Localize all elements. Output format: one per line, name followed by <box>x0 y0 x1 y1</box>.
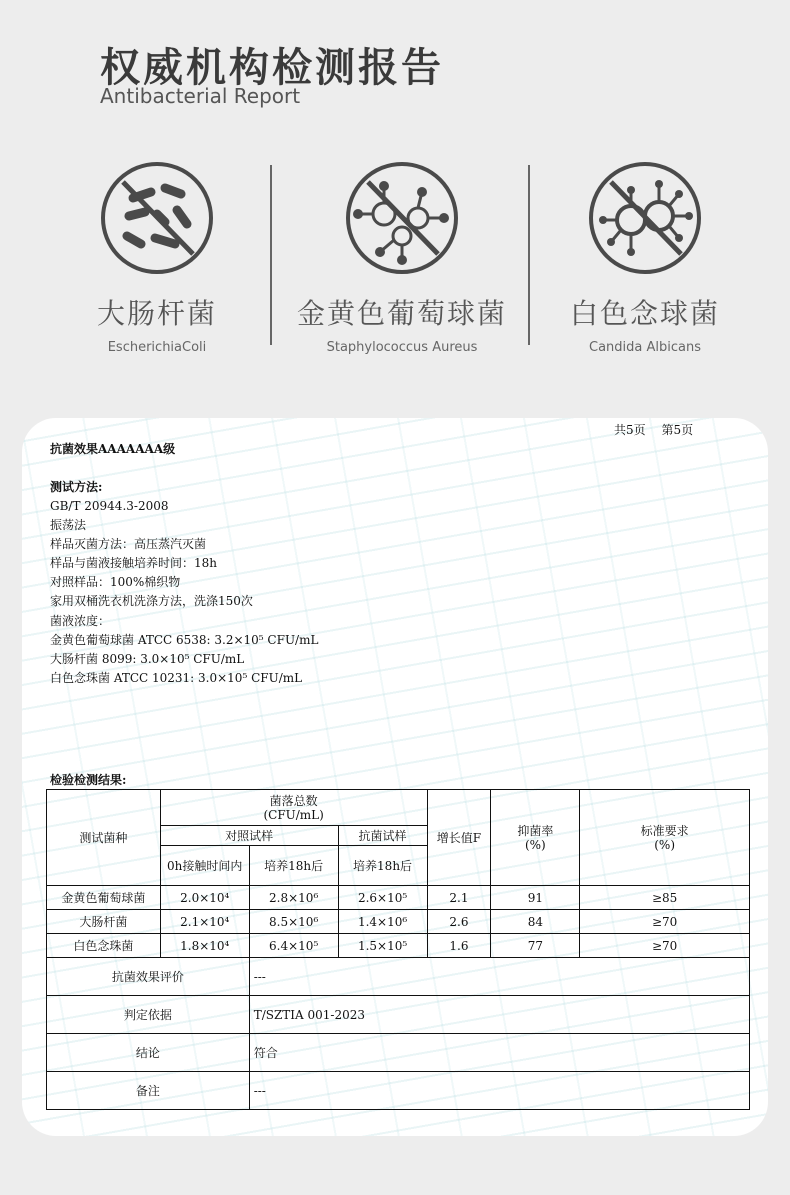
page-title: 权威机构检测报告 <box>100 45 444 91</box>
cell-c0: 2.0×10⁴ <box>160 886 249 910</box>
header-growth: 增长值F <box>427 790 491 886</box>
bacteria-name-en: EscherichiaColi <box>107 340 207 355</box>
header-antibac-18h: 培养18h后 <box>338 846 427 886</box>
cell-rate: 84 <box>491 910 580 934</box>
cell-a18: 1.5×10⁵ <box>338 934 427 958</box>
cell-strain: 大肠杆菌 <box>47 910 161 934</box>
method-line: 金黄色葡萄球菌 ATCC 6538: 3.2×10⁵ CFU/mL <box>50 632 319 647</box>
cell-strain: 白色念珠菌 <box>47 934 161 958</box>
cell-std: ≥85 <box>580 886 750 910</box>
bacteria-name-en: Candida Albicans <box>589 340 701 355</box>
remark-label: 备注 <box>47 1072 250 1110</box>
method-line: 样品灭菌方法：高压蒸汽灭菌 <box>50 537 207 552</box>
page-number: 共5页 第5页 <box>614 423 694 437</box>
cell-c18: 6.4×10⁵ <box>249 934 338 958</box>
bacteria-card-candida <box>516 160 774 355</box>
bacteria-card-staph <box>273 160 531 355</box>
table-row-basis <box>47 996 750 1034</box>
header-control-18h: 培养18h后 <box>249 846 338 886</box>
cell-std: ≥70 <box>580 934 750 958</box>
header-rate <box>491 790 580 886</box>
header-standard <box>580 790 750 886</box>
cell-strain: 金黄色葡萄球菌 <box>47 886 161 910</box>
method-lines <box>50 497 318 688</box>
method-line: GB/T 20944.3-2008 <box>50 499 169 513</box>
bacteria-name-cn: 白色念球菌 <box>569 297 720 330</box>
basis-value: T/SZTIA 001-2023 <box>249 996 749 1034</box>
staphylococcus-crossed-icon <box>344 160 460 276</box>
cell-f: 2.1 <box>427 886 491 910</box>
conclusion-value: 符合 <box>249 1034 749 1072</box>
bacteria-card-ecoli <box>28 160 286 355</box>
results-title: 检验检测结果: <box>50 773 127 787</box>
header-strain: 测试菌种 <box>47 790 161 886</box>
page-subtitle: Antibacterial Report <box>100 84 301 108</box>
header-antibac: 抗菌试样 <box>338 826 427 846</box>
cell-a18: 1.4×10⁶ <box>338 910 427 934</box>
cell-a18: 2.6×10⁵ <box>338 886 427 910</box>
remark-value: --- <box>249 1072 749 1110</box>
method-line: 菌液浓度： <box>50 613 111 628</box>
table-row-remark <box>47 1072 750 1110</box>
cell-c0: 2.1×10⁴ <box>160 910 249 934</box>
cell-rate: 77 <box>491 934 580 958</box>
method-line: 对照样品：100%棉织物 <box>50 575 181 590</box>
header-control: 对照试样 <box>160 826 338 846</box>
method-line: 家用双桶洗衣机洗涤方法，洗涤150次 <box>50 594 253 609</box>
table-row <box>47 886 750 910</box>
header-colony <box>160 790 427 826</box>
virus-crossed-icon <box>587 160 703 276</box>
report-sheet <box>22 418 768 1136</box>
cell-std: ≥70 <box>580 910 750 934</box>
cell-rate: 91 <box>491 886 580 910</box>
method-line: 白色念珠菌 ATCC 10231: 3.0×10⁵ CFU/mL <box>50 670 303 685</box>
grade-heading: 抗菌效果AAAAAAA级 <box>50 442 176 456</box>
header-standard-label: 标准要求 <box>640 823 689 838</box>
cell-f: 2.6 <box>427 910 491 934</box>
header-rate-label: 抑菌率 <box>517 823 554 838</box>
header-standard-unit: (%) <box>654 837 675 852</box>
conclusion-label: 结论 <box>47 1034 250 1072</box>
bacteria-name-cn: 大肠杆菌 <box>96 297 217 330</box>
method-line: 振荡法 <box>50 518 87 533</box>
eval-value: --- <box>249 958 749 996</box>
eval-label: 抗菌效果评价 <box>47 958 250 996</box>
method-line: 样品与菌液接触培养时间：18h <box>50 556 217 571</box>
bacteria-name-cn: 金黄色葡萄球菌 <box>296 297 507 330</box>
divider <box>270 165 272 345</box>
header-0h: 0h接触时间内 <box>160 846 249 886</box>
table-row <box>47 934 750 958</box>
table-row-evaluation <box>47 958 750 996</box>
header-rate-unit: (%) <box>524 837 546 852</box>
method-line: 大肠杆菌 8099: 3.0×10⁵ CFU/mL <box>50 651 245 666</box>
table-row-conclusion <box>47 1034 750 1072</box>
cell-f: 1.6 <box>427 934 491 958</box>
table-row <box>47 910 750 934</box>
header-colony-unit: (CFU/mL) <box>263 807 324 822</box>
results-table <box>46 789 750 1110</box>
cell-c18: 8.5×10⁶ <box>249 910 338 934</box>
bacillus-crossed-icon <box>99 160 215 276</box>
cell-c18: 2.8×10⁶ <box>249 886 338 910</box>
cell-c0: 1.8×10⁴ <box>160 934 249 958</box>
header-colony-label: 菌落总数 <box>269 793 318 808</box>
basis-label: 判定依据 <box>47 996 250 1034</box>
method-title: 测试方法: <box>50 480 103 494</box>
bacteria-name-en: Staphylococcus Aureus <box>326 340 478 355</box>
